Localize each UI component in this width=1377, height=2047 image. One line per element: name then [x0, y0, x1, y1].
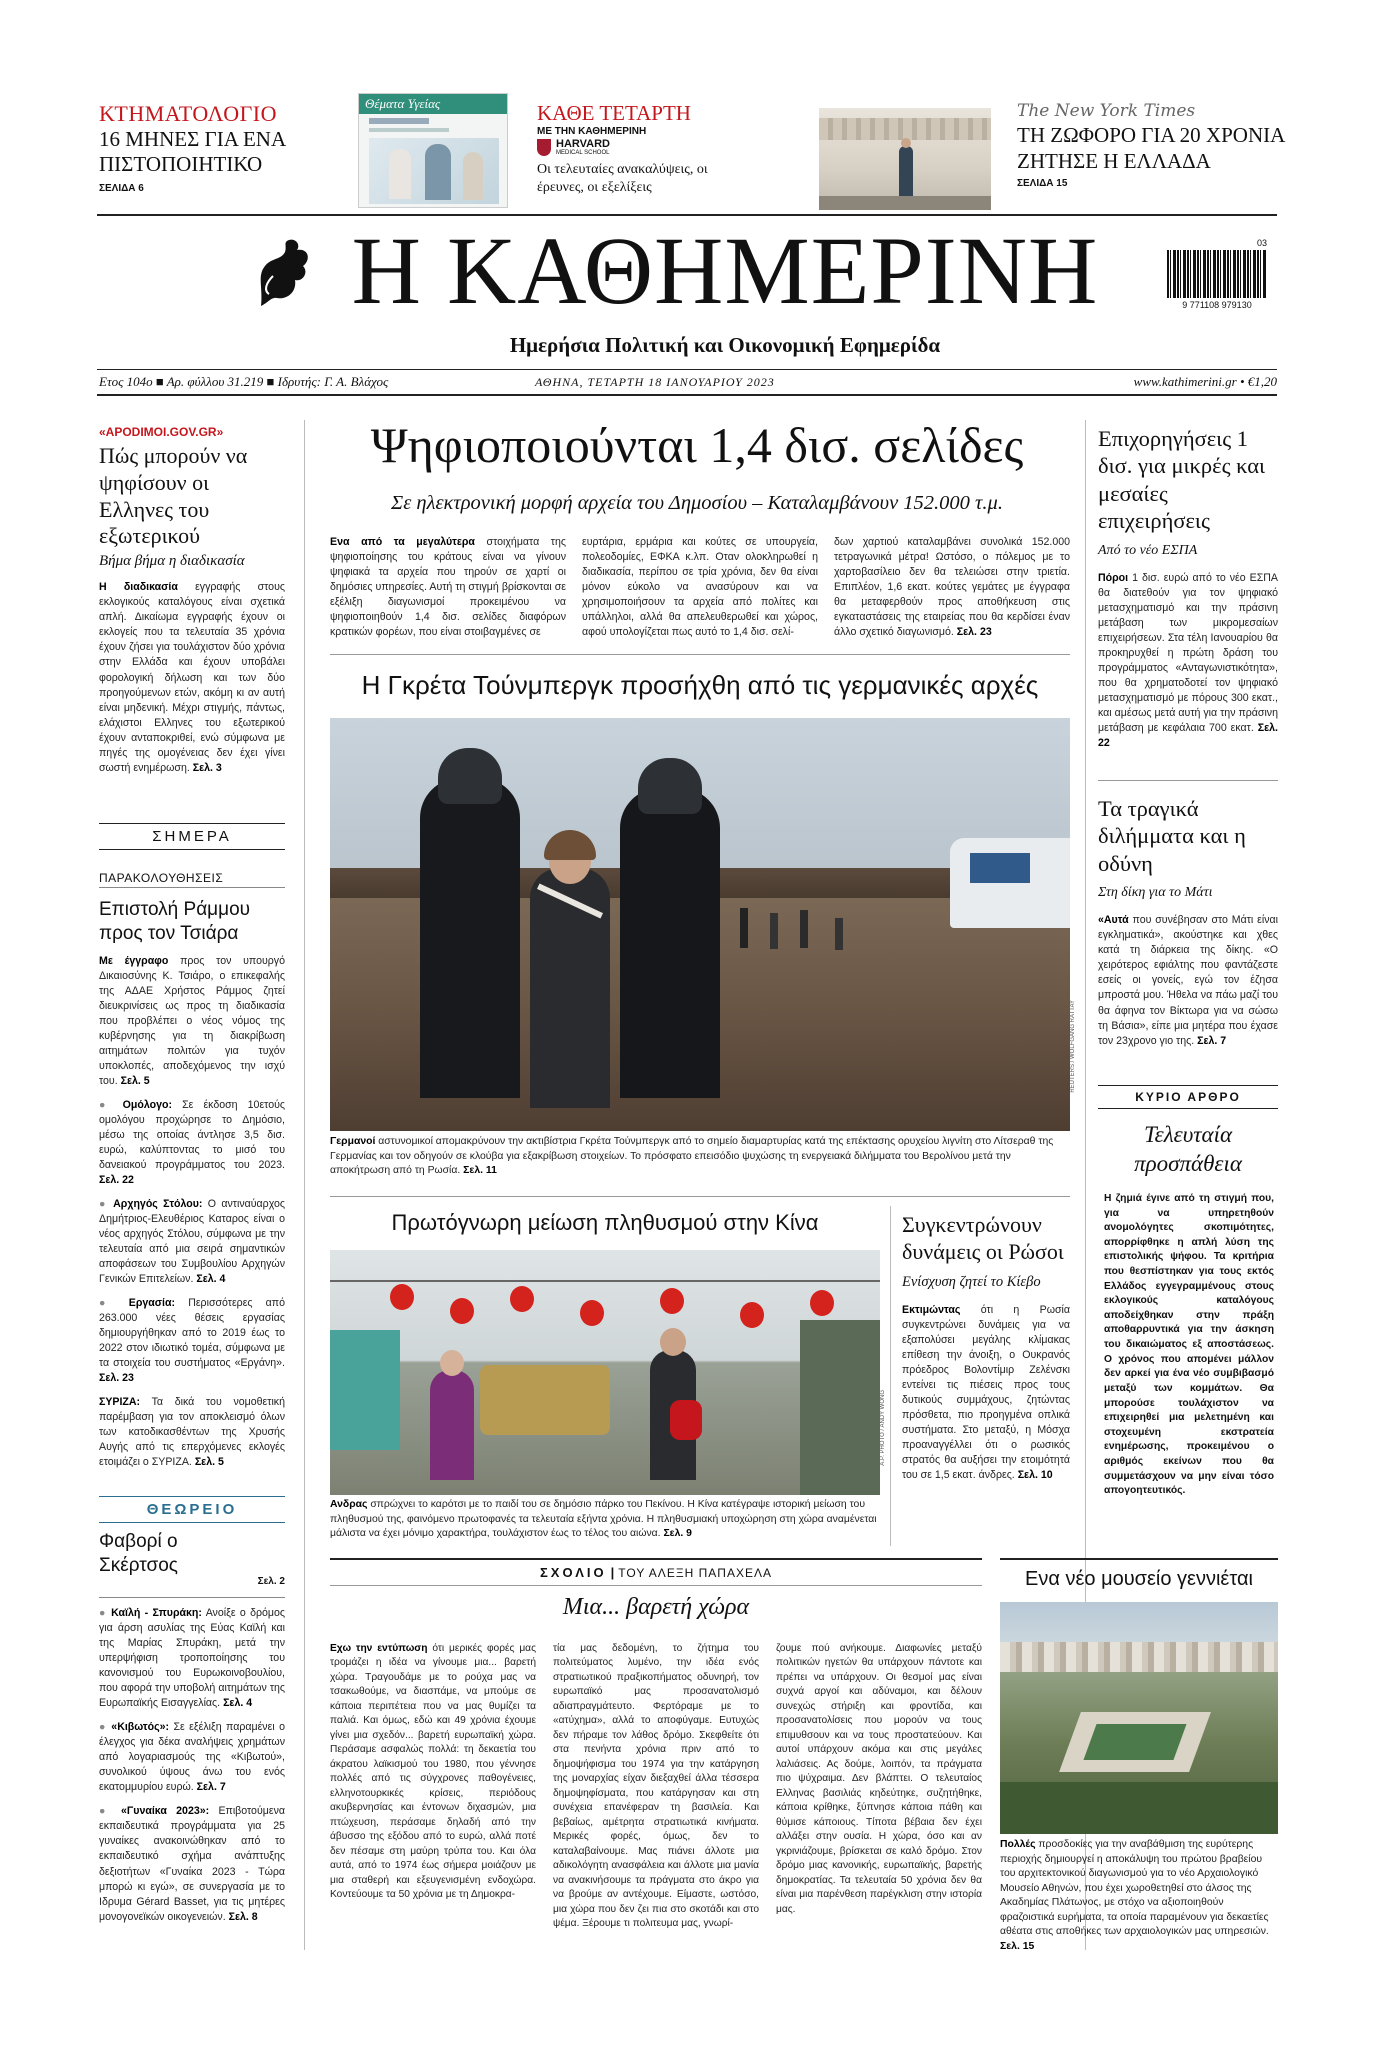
- brief-kivotos: ● «Κιβωτός»: Σε εξέλιξη παραμένει ο έλεγχος για δέκα αναλήψεις χρημάτων από λογαριασμούς της «Κιβωτού», συνολικού ύψους άνω του ενός εκατομμυρίου ευρώ. Σελ. 7: [99, 1720, 285, 1795]
- teaser-health-kicker: ΚΑΘΕ ΤΕΤΑΡΤΗ: [537, 101, 691, 125]
- left-briefs-2: [99, 1606, 285, 1925]
- teaser-frieze-title: ΤΗ ΖΩΦΟΡΟ ΓΙΑ 20 ΧΡΟΝΙΑ ΖΗΤΗΣΕ Η ΕΛΛΑΔΑ: [1017, 123, 1285, 173]
- theoreio-label: ΘΕΩΡΕΙΟ: [99, 1496, 285, 1523]
- russia-title[interactable]: Συγκεντρώνουν δυνάμεις οι Ρώσοι: [902, 1212, 1064, 1264]
- russia-text: Εκτιμώντας ότι η Ρωσία συγκεντρώνει δυνάμεις για να εξαπολύσει μεγάλης κλίμακας επίθεση την άνοιξη, ο Ουκρανός πρόεδρος Βολοντίμιρ Ζελένσκι εντείνει τις πιέσεις προς τους δυτικούς συμμάχους, ζητώντας πρόσθετα, πιο προηγμένα οπλικά συστήματα. Στο μεταξύ, η Μόσχα προαναγγέλλει ότι ο ρωσικός στρατός θα αυξήσει την ετοιμότητά του σε 1,5 εκατ. άνδρες. Σελ. 10: [902, 1303, 1070, 1481]
- china-headline[interactable]: Πρωτόγνωρη μείωση πληθυσμού στην Κίνα: [391, 1210, 819, 1235]
- issue-date: ΑΘΗΝΑ, ΤΕΤΑΡΤΗ 18 ΙΑΝΟΥΑΡΙΟΥ 2023: [535, 375, 775, 389]
- griffin-logo-icon: [251, 236, 313, 308]
- greta-caption: Γερμανοί αστυνομικοί απομακρύνουν την ακτιβίστρια Γκρέτα Τούνμπεργκ από το σημείο διαμαρτυρίας κατά της επέκτασης ορυχείου λιγνίτη στο Λίτσεραθ της Γερμανίας και τον οδηγούν σε κλούβα για εξακρίβωση στοιχείων. Το πρόσφατο επεισόδιο ψυχώσης τη ενεργειακά διλήμματα του Βερολίνου μετά την αποκήτρωση από τη Ρωσία. Σελ. 11: [330, 1136, 1054, 1177]
- harvard-brand: HARVARD: [556, 138, 610, 150]
- russia-story: [902, 1212, 1070, 1483]
- russia-deck: Ενίσχυση ζητεί το Κίεβο: [902, 1273, 1041, 1290]
- greta-photo-credit: REUTERS / WOLFGANG RATTAY: [1070, 1000, 1076, 1093]
- lead-col-2: ευρτάρια, ερμάρια και κούτες σε υπουργεία, πολεοδομίες, ΕΦΚΑ κ.λπ. Οταν ολοκληρωθεί η διαδικασία, περίπου σε τρία χρόνια, δεν θα είναι μόνον εύκολο να ανασύρουν και να χρησιμοποιήσουν τα αρχεία από πολίτες και υπάλληλοι, αλλά θα απελευθερωθεί και χώρος, αφού υπολογίζεται πως αυτό το 1,4 δισ. σελί-: [582, 536, 818, 639]
- harvard-shield-icon: [537, 139, 551, 156]
- scholio-col-1: Εχω την εντύπωση ότι μερικές φορές μας τρομάζει η ιδέα να γίνουμε μια... βαρετή χώρα. Τραγουδάμε με το ρούχα μας να τσακωθούμε, να διασπάμε, να μπούμε σε κάποια περιπέτεια που να μας θυμίζει τα παλιά. Και όμως, εδώ και 49 χρόνια έχουμε γίνει μια σχεδόν... βαρετή ευρωπαϊκή χώρα. Περάσαμε ασφαλώς πολλά: τη δεκαετία του άκρατου λαϊκισμού του 1980, που γέννησε πολλές από τις σύγχρονες παθογένειες, ελληνοτουρκικές κρίσεις, περιόδους ακυβερνησίας και έντονων διχασμών, μια πτώχευση, περάσαμε δηλαδή από την άβυσσο της εξόδου από το ευρώ, αλλά ποτέ δεν πέσαμε στη μαύρη τρύπα του. Και όλα αυτά, από το 1974 έως σήμερα μοιάζουν με μια σταθερή και εξευγενισμένη ενδοχώρα. Κοντεύουμε τα 50 χρόνια με τη Δημοκρα-: [330, 1643, 536, 1901]
- story-text: Η διαδικασία εγγραφής στους εκλογικούς καταλόγους είναι σχετικά απλή. Δικαίωμα εγγραφής έχουν οι εκλογείς που τα τελευταία 35 χρόνια έχουν ζήσει για τουλάχιστον δύο χρόνια στην Ελλάδα και έχουν υποβάλει φορολογική δήλωση και των δύο προηγούμενων ετών, ακόμη κι αν αυτή είναι μηδενική. Μέχρι στιγμής, πάντως, ελάχιστοι Ελληνες του εξωτερικού έχουν ανταποκριθεί, ενώ σύμφωνα με πηγές της ομογένειας δεν έχει γίνει σωστή ενημέρωση. Σελ. 3: [99, 581, 285, 774]
- magazine-masthead: Θέματα Υγείας: [359, 94, 507, 114]
- today-label: ΣΗΜΕΡΑ: [99, 823, 285, 850]
- lead-headline[interactable]: Ψηφιοποιούνται 1,4 δισ. σελίδες: [370, 417, 1024, 473]
- barcode: 03 9 771108 979130: [1167, 242, 1267, 312]
- teaser-page: ΣΕΛΙΔΑ 6: [99, 183, 144, 195]
- follow-label: ΠΑΡΑΚΟΛΟΥΘΗΣΕΙΣ: [99, 871, 224, 885]
- left-briefs: [99, 898, 285, 1471]
- greta-photo[interactable]: [330, 718, 1070, 1131]
- teaser-title: 16 ΜΗΝΕΣ ΓΙΑ ΕΝΑ ΠΙΣΤΟΠΟΙΗΤΙΚΟ: [99, 127, 285, 177]
- museum-photo[interactable]: [1000, 1602, 1278, 1834]
- brief-bond: ● Ομόλογο: Σε έκδοση 10ετούς ομολόγου προχώρησε το Δημόσιο, μέσω της οποίας άντλησε 3,5 δισ. ευρώ, καλύπτοντας το μισό του δανειακού προγράμματος του 2023. Σελ. 22: [99, 1098, 285, 1188]
- scholio-header: ΣΧΟΛΙΟ | ΤΟΥ ΑΛΕΞΗ ΠΑΠΑΧΕΛΑ: [540, 1565, 772, 1580]
- lead-col-1: Ενα από τα μεγαλύτερα στοιχήματα της ψηφιοποίησης του κράτους είναι να γίνουν ψηφιακά τα αρχεία που τηρούν σε χαρτί οι δημόσιες υπηρεσίες. Αυτή τη στιγμή βρίσκονται σε εξέλιξη διαγωνισμοί προκειμένου να ψηφιοποιηθούν 1,4 δισ. σελίδες διαφόρων κρατικών φορέων, που είναι στοιβαγμένες σε: [330, 536, 566, 639]
- fav-title[interactable]: Φαβορί ο Σκέρτσος: [99, 1531, 178, 1576]
- teaser-health-sub: ΜΕ ΤΗΝ ΚΑΘΗΜΕΡΙΝΗ: [537, 126, 647, 137]
- scholio-col-2: τία μας δεδομένη, το ζήτημα του πολιτεύματος λυμένο, την ιδέα ενός στρατιωτικού πραξικοπήματος οδυνηρή, τον ευρωπαϊκό μας προσανατολισμό αδιαπραγμάτευτο. Φερτόραμε με το «ατύχημα», αλλά το αποφύγαμε. Ευτυχώς δεν πήραμε τον λάθος δρόμο. Σκεφθείτε ότι στα πενήντα χρόνια πριν από το δημοψήφισμα του 1974 για την κατάργηση της μοναρχίας είχαν διεξαχθεί άλλα τέσσερα δημοψηφίσματα, που κατάργησαν και στη συνέχεια επανέφεραν τη βασιλεία. Και βεβαίως, αμέτρητα στρατιωτικά κινήματα. Μερικές φορές, όμως, δεν το καταλαβαίνουμε. Μας πιάνει άλλοτε μια αδικολόγητη ανασφάλεια και άλλοτε μια μανία να ανακινήσουμε τα πράγματα στο άκρο για να βρούμε αν αντέχουμε. Είμαστε, ωστόσο, μια χώρα που δεν ζει πια στο σκοτάδι και στο ψέμα. Ξέρουμε τι πολιτευμα μας, γνωρί-: [553, 1643, 759, 1930]
- teaser-kicker: ΚΤΗΜΑΤΟΛΟΓΙΟ: [99, 101, 278, 126]
- espa-deck: Από το νέο ΕΣΠΑ: [1098, 542, 1198, 558]
- brief-navy: ● Αρχηγός Στόλου: Ο αντιναύαρχος Δημήτριος-Ελευθέριος Καταρος είναι ο νέος αρχηγός Στόλου, σύμφωνα με την τελευταία από μια σειρά σημαντικών αποφάσεων του Συμβουλίου Αρχηγών Γενικών Επιτελείων. Σελ. 4: [99, 1197, 285, 1287]
- issue-meta-left: Ετος 104ο ■ Αρ. φύλλου 31.219 ■ Ιδρυτής: Γ. Α. Βλάχος: [99, 374, 389, 389]
- fav-page: Σελ. 2: [257, 1576, 285, 1587]
- teaser-health[interactable]: [537, 101, 722, 197]
- editorial-title[interactable]: Τελευταία προσπάθεια: [1134, 1122, 1242, 1176]
- story-title[interactable]: Πώς μπορούν να ψηφίσουν οι Ελληνες του εξωτερικού: [99, 443, 248, 549]
- masthead-subtitle: Ημερήσια Πολιτική και Οικονομική Εφημερίδα: [509, 333, 941, 357]
- story-deck: Βήμα βήμα η διαδικασία: [99, 553, 245, 570]
- mati-title[interactable]: Τα τραγικά διλήμματα και η οδύνη: [1098, 796, 1246, 876]
- espa-title[interactable]: Επιχορηγήσεις 1 δισ. για μικρές και μεσαίες επιχειρήσεις: [1098, 426, 1266, 534]
- rammos-title[interactable]: Επιστολή Ράμμου προς τον Τσιάρα: [99, 899, 251, 944]
- rammos-text: Με έγγραφο προς τον υπουργό Δικαιοσύνης Κ. Τσιάρο, ο επικεφαλής της ΑΔΑΕ Χρήστος Ράμμος ζητεί διευκρινίσεις ως προς τη διαδικασία που προβλέπει ο νέος νόμος της κυβέρνησης για τη διακρίβωση αιτημάτων πολιτών για τυχόν υποκλοπές, αποδεχόμενος την ισχύ του. Σελ. 5: [99, 954, 285, 1087]
- frieze-thumbnail[interactable]: [819, 108, 991, 210]
- issue-meta-right[interactable]: www.kathimerini.gr • €1,20: [1133, 374, 1277, 389]
- teaser-frieze-page: ΣΕΛΙΔΑ 15: [1017, 178, 1068, 190]
- story-kicker: «APODIMOI.GOV.GR»: [99, 425, 224, 439]
- museum-caption: Πολλές προσδοκίες για την αναβάθμιση της ευρύτερης περιοχής δημιουργεί η αποκάλυψη του πρώτου βραβείου του αρχιτεκτονικού διαγωνισμού για το νέο Αρχαιολογικό Μουσείο Αθηνών, που έχει χωροθετηθεί στο άλσος της Ακαδημίας Πλάτωνος, με στόχο να αξιοποιηθούν φραζοιστικά ευρήματα, τα οποία παραμένουν για δεκαετίες αθέατα στις αποθήκες των αρχαιολογικών μας υπηρεσιών. Σελ. 15: [1000, 1839, 1269, 1952]
- scholio-col-3: ζουμε πού ανήκουμε. Διαφωνίες μεταξύ πολιτικών ηγετών θα υπάρχουν πάντοτε και πρέπει να υπάρχουν. Οι θεσμοί μας είναι συχνά αργοί και αδύναμοι, και δέλουν συνεχώς στήριξη και φροντίδα, και προσανατολίσεις που μορούν να τους επιμυθσουν και να τους προστατεύουν. Και αυτοί υπάρχουν ακόμα και στις μεγάλες λαλιάσεις. Ας δούμε, λοιπόν, τα πράγματα πιο ψύχραιμα. Δεν βλάπτει. Ο τελευταίος Ελληνας βασιλιάς κηδεύτηκε, συζητήθηκε, κάποια κρίθηκε, ξύπνησε κάποια πάθη και θύμισε κάποιους. Τίποτα βέβαια δεν έχει αλλάξει στην ουσία. Η χώρα, όσο και αν γκρινιάζουμε, βρίσκεται σε καλό δρόμο. Στον δρόμο μιας κανονικής, ευρωπαϊκής, βαρετής δημοκρατίας. Τα τελευταία 50 χρόνια δεν θα είναι μια παρένθεση παρέγκλιση στην ιστορία μας.: [776, 1643, 982, 1915]
- brief-labour: ● Εργασία: Περισσότερες από 263.000 νέες θέσεις εργασίας δημιουργήθηκαν από το 2019 έως το 2022 στον ιδιωτικό τομέα, σύμφωνα με τα στοιχεία του συστήματος «Εργάνη». Σελ. 23: [99, 1296, 285, 1386]
- teaser-health-text: Οι τελευταίες ανακαλύψεις, οι έρευνες, οι εξελίξεις: [537, 161, 708, 195]
- brief-kaili: ● Καϊλή - Σπυράκη: Ανοίξε ο δρόμος για άρση ασυλίας της Εύας Καϊλή και της Μαρίας Σπυράκη, μετά την υπερψήφιση τροποποίησης του κανονισμού του Ευρωκοινοβουλίου, που αφορά την υποβολή αιτημάτων της Ευρωπαϊκής Εισαγγελίας. Σελ. 4: [99, 1606, 285, 1711]
- china-photo[interactable]: [330, 1250, 880, 1495]
- nyt-label: The New York Times: [1017, 101, 1196, 121]
- museum-title[interactable]: Ενα νέο μουσείο γεννιέται: [1025, 1568, 1253, 1590]
- scholio-author: ΤΟΥ ΑΛΕΞΗ ΠΑΠΑΧΕΛΑ: [618, 1566, 772, 1580]
- scholio-label: ΣΧΟΛΙΟ: [540, 1565, 607, 1580]
- teaser-cadastre[interactable]: [99, 101, 304, 194]
- espa-text: Πόροι 1 δισ. ευρώ από το νέο ΕΣΠΑ θα διατεθούν για τον ψηφιακό μετασχηματισμό και την πράσινη μετάβαση των μικρομεσαίων επιχειρήσεων. Στα τέλη Ιανουαρίου θα προκηρυχθεί η πρώτη δράση του προγράμματος «Ανταγωνιστικότητα», που θα χρηματοδοτεί τον ψηφιακό μετασχηματισμό με πόρους 300 εκατ., και αμέσως μετά αυτή για την πράσινη μετάβαση με κεφάλαια 700 εκατ. Σελ. 22: [1098, 571, 1278, 750]
- harvard-brand-sub: MEDICAL SCHOOL: [556, 150, 610, 156]
- editorial-label: ΚΥΡΙΟ ΑΡΘΡΟ: [1098, 1085, 1278, 1109]
- lead-deck: Σε ηλεκτρονική μορφή αρχεία του Δημοσίου – Καταλαμβάνουν 152.000 τ.μ.: [391, 492, 1003, 514]
- fav-block[interactable]: [99, 1530, 285, 1587]
- brief-syriza: ΣΥΡΙΖΑ: Τα δικά του νομοθετική παρέμβαση για τον αποκλεισμό όλων των κατοδικασθέντων της Χρυσής Αυγής από τις επερχόμενες εκλογές ετοιμάζει ο ΣΥΡΙΖΑ. Σελ. 5: [99, 1396, 285, 1469]
- right-mati: [1098, 795, 1278, 1049]
- left-column: [99, 425, 285, 776]
- greta-headline[interactable]: Η Γκρέτα Τούνμπεργκ προσήχθη από τις γερμανικές αρχές: [361, 670, 1039, 700]
- masthead-title[interactable]: Η ΚΑΘΗΜΕΡΙΝΗ: [351, 217, 1099, 324]
- mati-text: «Αυτά που συνέβησαν στο Μάτι είναι εγκληματικά», ακούστηκε και χθες κατά τη διάρκεια της δίκης. «Ο χειρότερος εφιάλτης που φαντάζεστε εσείς οι γονείς, εγώ τον έζησα μπροστά μου. Ήθελα να πάω μαζί του θα άφηνα τον Βίκτωρα για να σώσω τη Βάσια», είπε μια μητέρα που έχασε τον 23χρονο γιο της. Σελ. 7: [1098, 914, 1279, 1047]
- mati-deck: Στη δίκη για το Μάτι: [1098, 885, 1213, 901]
- china-photo-credit: A.P. PHOTO / ANDY WONG: [880, 1390, 886, 1466]
- right-espa: [1098, 425, 1278, 751]
- teaser-frieze[interactable]: [1017, 101, 1287, 189]
- health-magazine-thumbnail[interactable]: [358, 93, 508, 208]
- china-caption: Ανδρας σπρώχνει το καρότσι με το παιδί του σε δημόσιο πάρκο του Πεκίνου. Η Κίνα κατέγραψε ιστορική μείωση του πληθυσμού της, φαινόμενο πρωτοφανές τα τελευταία εξήντα χρόνια. Η πληθυσμιακή υποχώρηση στη χώρα αναμένεται μάλιστα να έχει μόνιμο χαρακτήρα, τουλάχιστον έως το τέλος του αιώνα. Σελ. 9: [330, 1499, 877, 1540]
- scholio-title[interactable]: Μια... βαρετή χώρα: [562, 1594, 750, 1620]
- brief-woman: ● «Γυναίκα 2023»: Επιβοτούμενα εκπαιδευτικά προγράμματα για 25 γυναίκες ανακοινώθηκαν από το εκπαιδευτικό σχήμα ανάπτυξης δεξιοτήτων «Γυναίκα 2023 - Τώρα μπορώ κι εγώ», σε συνεργασία με το Ιδρυμα Gérard Basset, για τις μητέρες μονογονεϊκών οικογενειών. Σελ. 8: [99, 1804, 285, 1924]
- editorial-text: Η ζημιά έγινε από τη στιγμή που, για να υπηρετηθούν ανομολόγητες σκοπιμότητες, απορρίφθηκε η απλή λύση της επιστολικής ψήφου. Τα κριτήρια που θεσπίστηκαν για τους εκτός Ελλάδος εγγεγραμμένους στους εκλογικούς καταλόγους αποδείχθηκαν στην πράξη αποθαρρυντικά για την άσκηση του δικαιώματος εξ αποστάσεως. Ο χρόνος που απομένει μάλλον δεν αρκεί για ένα νέο συμβιβασμό μεταξύ των κομμάτων. Θα μπορούσε τουλάχιστον να επιχειρηθεί μια μελετημένη και στοχευμένη εκστρατεία ενημέρωσης, προκειμένου ο αριθμός εκείνων που θα συμμετάσχουν να μην είναι τόσο απογοητευτικός.: [1104, 1193, 1274, 1497]
- lead-col-3: δων χαρτιού καταλαμβάνει συνολικά 152.000 τετραγωνικά μέτρα! Ωστόσο, ο πόλεμος με το χαρτοβασίλειο δεν θα τελειώσει στην τριετία. Επιπλέον, 1,6 εκατ. κούτες γεμάτες με έγγραφα θα μεταφερθούν προς αποθήκευση στις εγκαταστάσεις της εταιρείας που θα κερδίσει έναν άλλο σχετικό διαγωνισμό. Σελ. 23: [834, 536, 1070, 639]
